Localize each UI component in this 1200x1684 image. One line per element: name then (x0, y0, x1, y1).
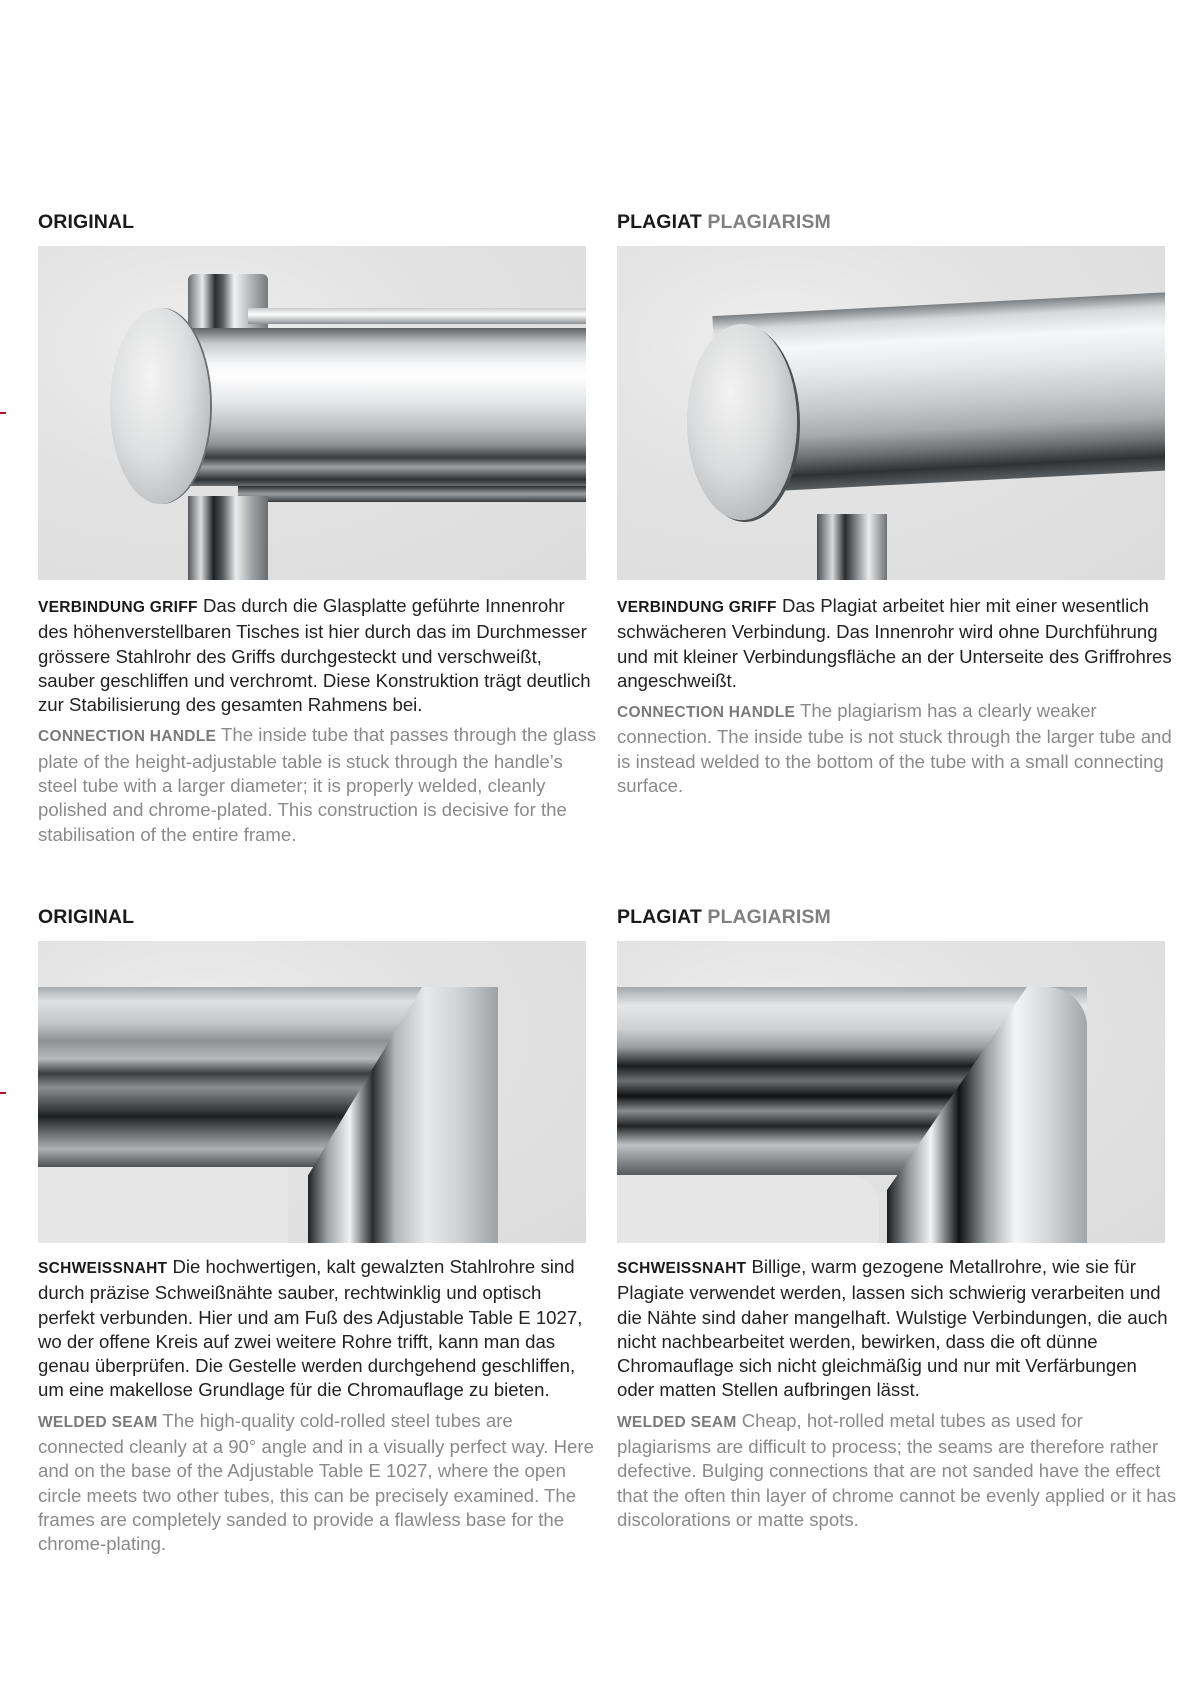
original-description (38, 594, 598, 847)
original-column (38, 905, 594, 1555)
inner-tube-top (188, 274, 268, 334)
original-description (38, 1255, 598, 1557)
description-german: VERBINDUNG GRIFF Das Plagiat arbeitet hier mit einer wesentlich schwächeren Verbindung. Das Innenrohr wird ohne Durchführung und mit kleiner Verbindungsfläche an der Unterseite des Griffrohres angeschweißt. (617, 595, 1172, 691)
original-heading: ORIGINAL (38, 211, 135, 233)
plagiarism-heading: PLAGIAT PLAGIARISM (617, 211, 831, 233)
plagiarism-heading: PLAGIAT PLAGIARISM (617, 906, 831, 928)
tube-end-cap (687, 324, 797, 520)
label-english: WELDED SEAM (617, 1413, 737, 1431)
label-english: CONNECTION HANDLE (617, 704, 796, 722)
original-seam-photo (38, 941, 586, 1243)
description-english: CONNECTION HANDLE The inside tube that passes through the glass plate of the height-adjustable table is stuck through the handle’s steel tube with a larger diameter; it is properly welded, cleanly polished and chrome-plated. This construction is decisive for the stabilisation of the entire frame. (38, 724, 597, 845)
description-english: CONNECTION HANDLE The plagiarism has a clearly weaker connection. The inside tube is not stuck through the larger tube and is instead welded to the bottom of the tube with a small connecting surface. (617, 700, 1172, 797)
original-handle-photo (38, 246, 586, 580)
tube-end-cap (110, 308, 210, 504)
frame-inner-background (617, 1175, 879, 1243)
label-german: VERBINDUNG GRIFF (38, 599, 198, 616)
label-german: SCHWEISSNAHT (617, 1260, 747, 1277)
frame-inner-background (38, 1167, 288, 1243)
plagiarism-description (617, 1255, 1177, 1532)
plagiarism-handle-photo (617, 246, 1165, 580)
rail-highlight (248, 308, 586, 324)
plagiarism-description (617, 594, 1177, 798)
rail-shadow (238, 486, 586, 502)
crop-mark (0, 1092, 6, 1094)
plagiarism-column (617, 905, 1177, 1530)
original-column (38, 210, 597, 845)
description-english: WELDED SEAM The high-quality cold-rolled steel tubes are connected cleanly at a 90° angle and in a visually perfect way. Here and on the base of the Adjustable Table E 1027, where the open circle meets two other tubes, this can be precisely examined. The frames are completely sanded to provide a flawless base for the chrome-plating. (38, 1409, 594, 1555)
description-german: SCHWEISSNAHT Billige, warm gezogene Metallrohre, wie sie für Plagiate verwendet werden, lassen sich schwierig verarbeiten und die Nähte sind daher mangelhaft. Wulstige Verbindungen, die auch nicht nachbearbeitet werden, bewirken, dass die oft dünne Chromauflage sich nicht gleichmäßig und nur mit Verfärbungen oder matten Stellen aufbringen lässt. (617, 1256, 1168, 1401)
inner-tube-bottom (188, 496, 268, 580)
plagiarism-column (617, 210, 1172, 797)
label-german: SCHWEISSNAHT (38, 1260, 168, 1277)
label-german: VERBINDUNG GRIFF (617, 599, 777, 616)
plagiarism-seam-photo (617, 941, 1165, 1243)
description-german: SCHWEISSNAHT Die hochwertigen, kalt gewalzten Stahlrohre sind durch präzise Schweißnähte sauber, rechtwinklig und optisch perfekt verbunden. Hier und am Fuß des Adjustable Table E 1027, wo der offene Kreis auf zwei weitere Rohre trifft, kann man das genau überprüfen. Die Gestelle werden durchgehend geschliffen, um eine makellose Grundlage für die Chromauflage zu bieten. (38, 1256, 583, 1401)
label-english: CONNECTION HANDLE (38, 728, 217, 746)
label-english: WELDED SEAM (38, 1413, 158, 1431)
description-german: VERBINDUNG GRIFF Das durch die Glasplatte geführte Innenrohr des höhenverstellbaren Tisches ist hier durch das im Durchmesser grössere Stahlrohr des Griffs durchgesteckt und verschweißt, sauber geschliffen und verchromt. Diese Konstruktion trägt deutlich zur Stabilisierung des gesamten Rahmens bei. (38, 595, 591, 716)
original-heading: ORIGINAL (38, 906, 135, 928)
crop-mark (0, 412, 6, 414)
description-english: WELDED SEAM Cheap, hot-rolled metal tubes as used for plagiarisms are difficult to process; the seams are therefore rather defective. Bulging connections that are not sanded have the effect that the often thin layer of chrome cannot be evenly applied or it has discolorations or matte spots. (617, 1409, 1177, 1530)
inner-tube-bottom (817, 514, 887, 580)
